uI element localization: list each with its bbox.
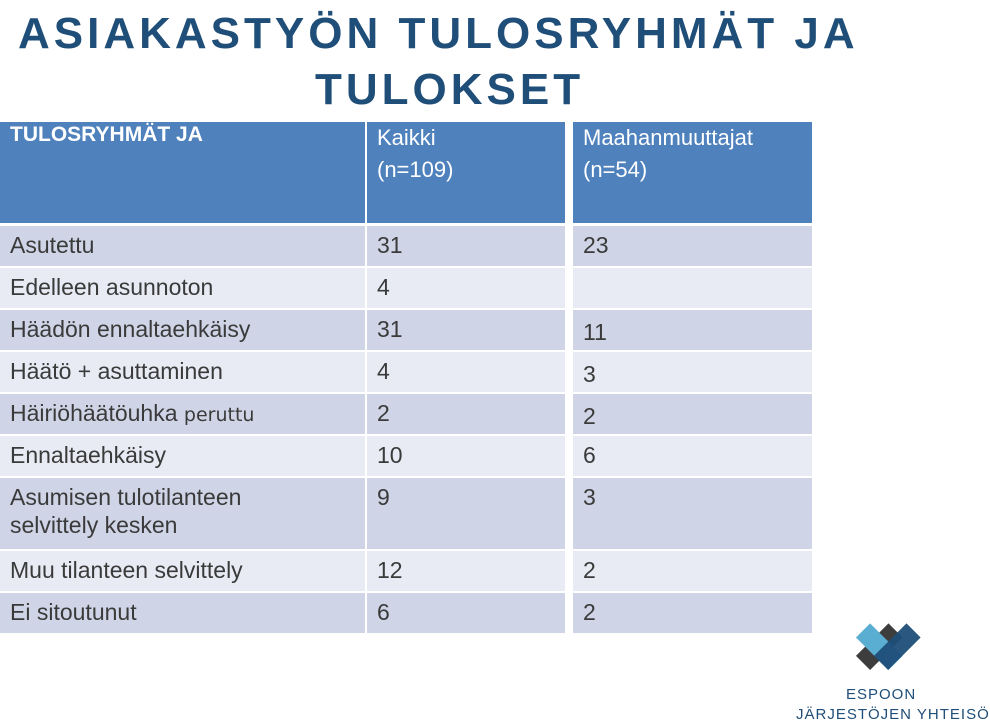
row-all-value: 31 [367, 226, 565, 266]
header-cell-groups [0, 122, 365, 223]
row-label-cell [0, 478, 365, 549]
header-all-label: Kaikki [377, 125, 436, 150]
header-cell-all [367, 122, 565, 223]
row-label: Häätö + asuttaminen [0, 352, 365, 392]
row-all-value: 4 [367, 352, 565, 392]
row-all-value: 9 [367, 478, 565, 549]
row-all-value: 6 [367, 593, 565, 633]
row-label-cell [0, 394, 365, 434]
row-all-value: 31 [367, 310, 565, 350]
row-immigrant-value: 3 [573, 478, 812, 549]
header-groups-label: TULOSRYHMÄT JA [10, 123, 203, 146]
logo-line-1: ESPOON [846, 686, 917, 703]
slide-title-line-1: ASIAKASTYÖN TULOSRYHMÄT JA [18, 9, 859, 58]
row-label: Ei sitoutunut [0, 593, 365, 633]
row-label-line-2: selvittely kesken [10, 512, 178, 538]
cross-mark-icon [840, 618, 920, 678]
row-all-value: 2 [367, 394, 565, 434]
row-immigrant-value: 23 [573, 226, 812, 266]
header-all-count: (n=109) [377, 157, 454, 182]
slide-title-line-2: TULOKSET [315, 65, 585, 114]
row-immigrant-value: 3 [573, 352, 812, 392]
row-label-suffix: peruttu [183, 404, 255, 426]
row-label: Asutettu [0, 226, 365, 266]
row-label: Asumisen tulotilanteen [10, 484, 242, 510]
row-immigrant-value: 6 [573, 436, 812, 476]
row-all-value: 4 [367, 268, 565, 308]
espoon-jarjestojen-yhteiso-logo [796, 618, 990, 725]
header-immigrants-label: Maahanmuuttajat [583, 125, 753, 150]
row-immigrant-value: 2 [573, 551, 812, 591]
row-immigrant-value: 11 [573, 310, 812, 350]
row-immigrant-value: 2 [573, 593, 812, 633]
row-all-value: 12 [367, 551, 565, 591]
row-immigrant-value: 2 [573, 394, 812, 434]
row-label: Ennaltaehkäisy [0, 436, 365, 476]
logo-line-2: JÄRJESTÖJEN YHTEISÖ [796, 706, 990, 723]
row-label: Edelleen asunnoton [0, 268, 365, 308]
header-cell-immigrants [573, 122, 812, 223]
row-label: Muu tilanteen selvittely [0, 551, 365, 591]
header-immigrants-count: (n=54) [583, 157, 648, 182]
row-all-value: 10 [367, 436, 565, 476]
row-label: Häädön ennaltaehkäisy [0, 310, 365, 350]
row-label: Häiriöhäätöuhka [10, 400, 178, 426]
row-immigrant-value [573, 268, 812, 308]
